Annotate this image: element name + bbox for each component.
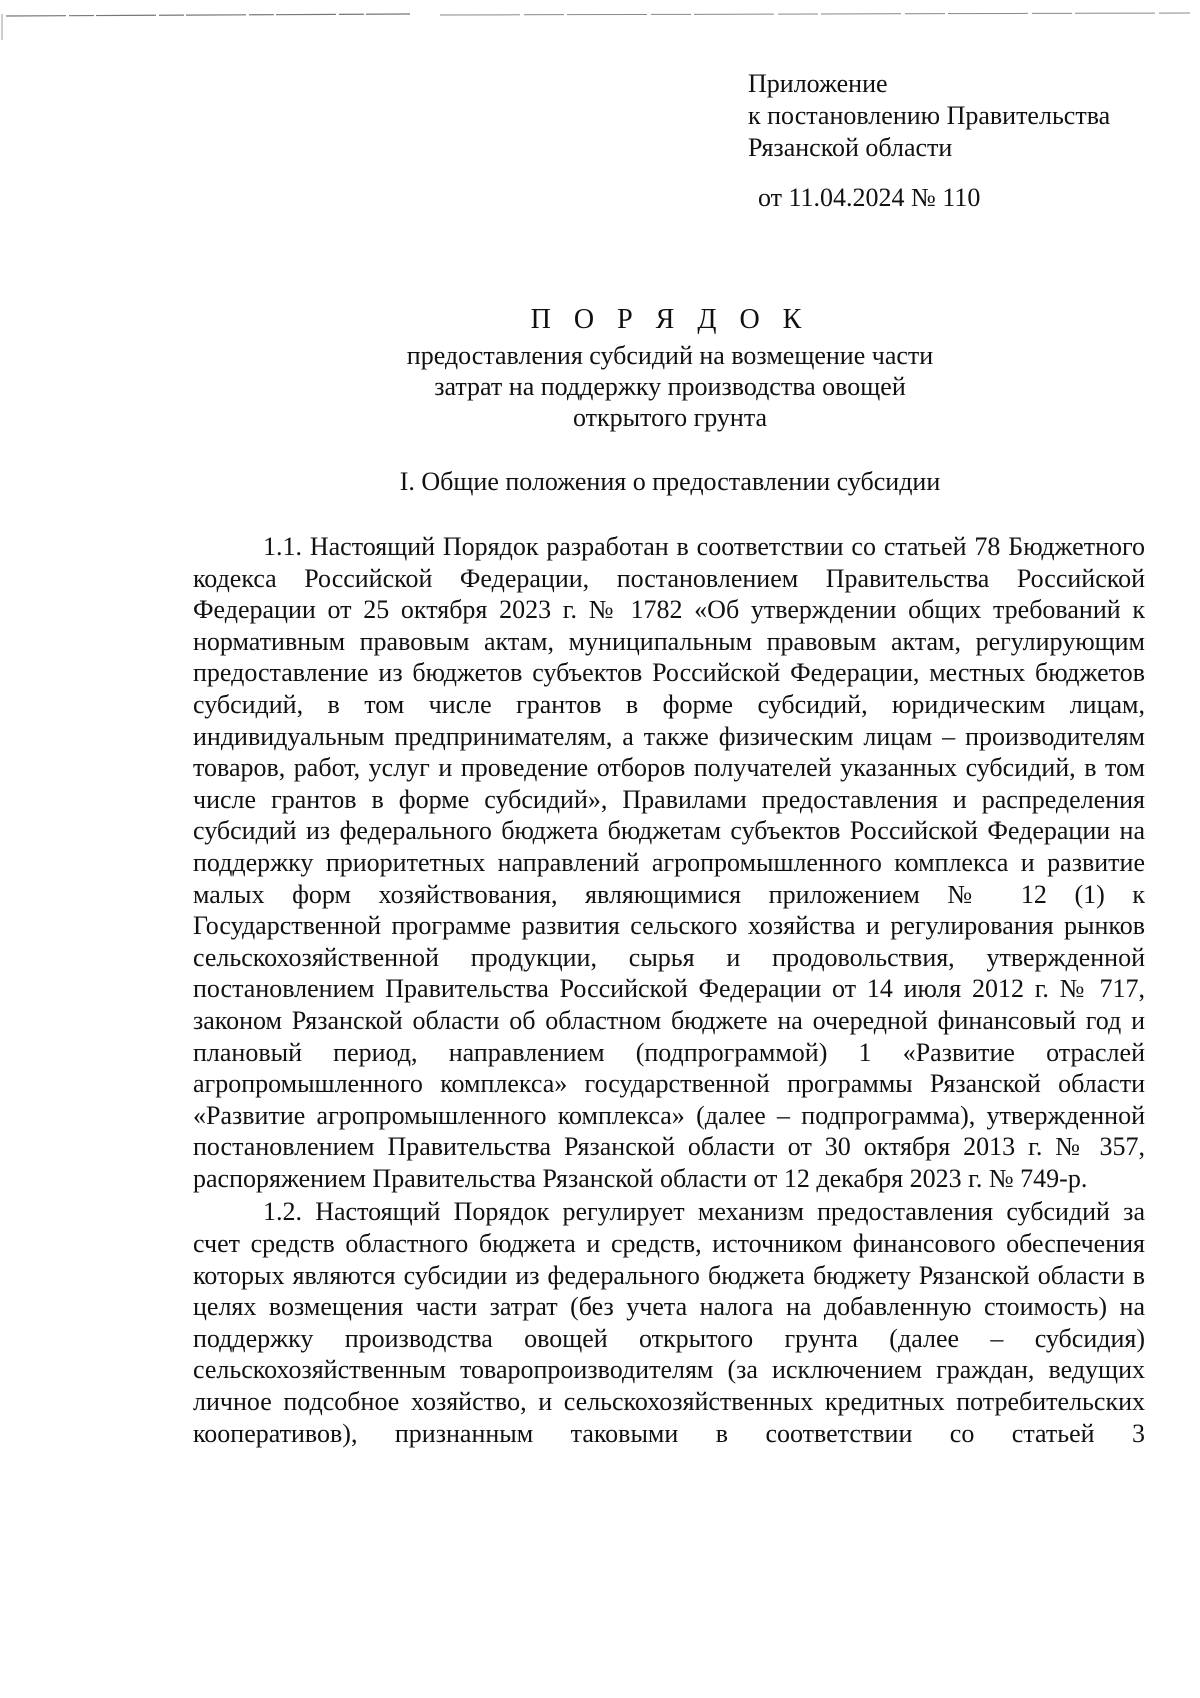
document-subtitle-line: предоставления субсидий на возмещение части xyxy=(406,341,934,370)
paragraph-1-1: 1.1. Настоящий Порядок разработан в соответствии со статьей 78 Бюджетного кодекса Российской Федерации, постановлением Правительства Российской Федерации от 25 октября 2023 г. № 1782 «Об утверждении общих требований к нормативным правовым актам, муниципальным правовым актам, регулирующим предоставление из бюджетов субъектов Российской Федерации, местных бюджетов субсидий, в том числе грантов в форме субсидий, юридическим лицам, индивидуальным предпринимателям, а также физическим лицам – производителям товаров, работ, услуг и проведение отборов получателей указанных субсидий, в том числе грантов в форме субсидий», Правилами предоставления и распределения субсидий из федерального бюджета бюджетам субъектов Российской Федерации на поддержку приоритетных направлений агропромышленного комплекса и развитие малых форм хозяйствования, являющимися приложением № 12 (1) к Государственной программе развития сельского хозяйства и регулирования рынков сельскохозяйственной продукции, сырья и продовольствия, утвержденной постановлением Правительства Российской Федерации от 14 июля 2012 г. № 717, законом Рязанской области об областном бюджете на очередной финансовый год и плановый период, направлением (подпрограммой) 1 «Развитие отраслей агропромышленного комплекса» государственной программы Рязанской области «Развитие агропромышленного комплекса» (далее – подпрограмма), утвержденной постановлением Правительства Рязанской области от 30 октября 2013 г. № 357, распоряжением Правительства Рязанской области от 12 декабря 2023 г. № 749-р. xyxy=(193,532,1145,1193)
appendix-date-number: от 11.04.2024 № 110 xyxy=(758,183,981,212)
appendix-label: Приложение xyxy=(748,69,888,98)
document-body xyxy=(193,531,1145,1449)
document-subtitle-line: затрат на поддержку производства овощей xyxy=(434,372,906,401)
document-title-block xyxy=(195,302,1145,433)
appendix-stamp xyxy=(748,68,1110,214)
document-subtitle-line: открытого грунта xyxy=(572,403,768,432)
document-title: П О Р Я Д О К xyxy=(530,304,810,335)
section-heading: I. Общие положения о предоставлении субсидии xyxy=(399,467,941,496)
paragraph-1-2: 1.2. Настоящий Порядок регулирует механизм предоставления субсидий за счет средств областного бюджета и средств, источником финансового обеспечения которых являются субсидии из федерального бюджета бюджету Рязанской области в целях возмещения части затрат (без учета налога на добавленную стоимость) на поддержку производства овощей открытого грунта (далее – субсидия) сельскохозяйственным товаропроизводителям (за исключением граждан, ведущих личное подсобное хозяйство, и сельскохозяйственных кредитных потребительских кооперативов), признанным таковыми в соответствии со статьей 3 xyxy=(193,1197,1145,1448)
appendix-region: Рязанской области xyxy=(748,133,953,162)
appendix-resolution-ref: к постановлению Правительства xyxy=(748,101,1111,130)
